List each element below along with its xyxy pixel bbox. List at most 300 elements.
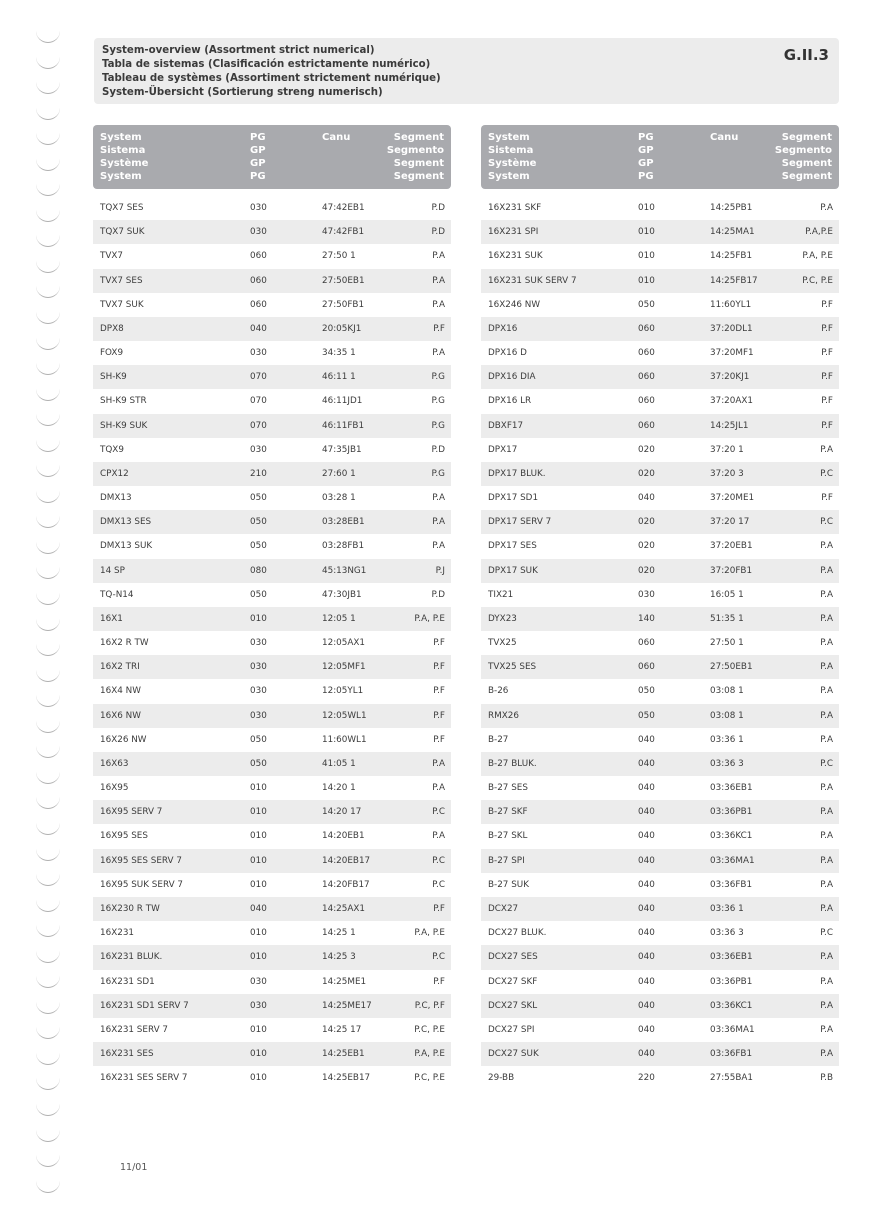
cell-canu: 14:25ME1 [322, 976, 367, 987]
cell-pg: 060 [638, 420, 655, 431]
cell-segment: P.F [821, 493, 833, 504]
cell-system: 16X231 [100, 928, 135, 939]
binder-hole [36, 1180, 60, 1193]
cell-segment: P.G [431, 396, 445, 407]
cell-pg: 010 [638, 251, 655, 262]
cell-segment: P.C [432, 807, 445, 818]
cell-segment: P.A [432, 783, 445, 794]
binder-hole [36, 515, 60, 528]
cell-segment: P.A, P.E [802, 251, 833, 262]
cell-segment: P.D [431, 203, 445, 213]
table-row [481, 196, 839, 220]
cell-system: DPX8 [100, 323, 124, 334]
table-row [93, 438, 451, 462]
cell-segment: P.F [433, 734, 445, 745]
cell-system: TIX21 [488, 589, 514, 600]
cell-segment: P.A [432, 493, 445, 504]
table-row [481, 534, 839, 558]
cell-canu: 03:36MA1 [710, 855, 755, 866]
cell-system: DPX17 [488, 444, 518, 455]
cell-canu: 03:08 1 [710, 710, 744, 721]
cell-system: 16X231 SKF [488, 203, 542, 213]
cell-pg: 010 [250, 928, 267, 939]
cell-canu: 11:60WL1 [322, 734, 367, 745]
cell-segment: P.C [820, 468, 833, 479]
cell-canu: 37:20 3 [710, 468, 744, 479]
page-code: G.II.3 [783, 46, 829, 64]
cell-system: TQX7 SUK [100, 227, 145, 238]
cell-canu: 12:05YL1 [322, 686, 364, 697]
cell-canu: 37:20EB1 [710, 541, 753, 552]
cell-canu: 37:20 17 [710, 517, 750, 528]
cell-segment: P.G [431, 372, 445, 383]
cell-segment: P.A [432, 831, 445, 842]
cell-system: 16X231 BLUK. [100, 952, 163, 963]
cell-canu: 14:20 1 [322, 783, 356, 794]
cell-canu: 51:35 1 [710, 613, 744, 624]
cell-segment: P.A [820, 686, 833, 697]
cell-canu: 37:20AX1 [710, 396, 753, 407]
table-row [93, 824, 451, 848]
cell-segment: P.C, P.F [414, 1000, 445, 1011]
cell-canu: 14:25FB1 [710, 251, 753, 262]
binder-hole [36, 285, 60, 298]
cell-pg: 010 [638, 275, 655, 286]
cell-canu: 45:13NG1 [322, 565, 367, 576]
table-header [93, 125, 451, 189]
table-row [93, 462, 451, 486]
cell-segment: P.C [432, 952, 445, 963]
cell-system: SH-K9 STR [100, 396, 147, 407]
cell-pg: 040 [638, 758, 655, 769]
cell-system: 16X95 SES SERV 7 [100, 855, 182, 866]
binder-hole [36, 439, 60, 452]
cell-system: DCX27 SUK [488, 1049, 539, 1060]
cell-canu: 27:55BA1 [710, 1073, 754, 1084]
cell-canu: 14:25AX1 [322, 903, 365, 914]
cell-segment: P.F [821, 396, 833, 407]
cell-system: 16X231 SPI [488, 227, 539, 238]
cell-pg: 050 [250, 493, 267, 504]
cell-segment: P.A [820, 807, 833, 818]
cell-system: B-27 SPI [488, 855, 525, 866]
cell-system: 16X1 [100, 613, 123, 624]
cell-system: DPX17 SERV 7 [488, 517, 552, 528]
binder-hole [36, 822, 60, 835]
cell-canu: 03:08 1 [710, 686, 744, 697]
cell-canu: 16:05 1 [710, 589, 744, 600]
cell-segment: P.A [820, 1049, 833, 1060]
cell-canu: 47:30JB1 [322, 589, 362, 600]
header-title-es: Tabla de sistemas (Clasificación estrictamente numérico) [102, 59, 431, 70]
cell-segment: P.C [820, 758, 833, 769]
cell-segment: P.C [820, 928, 833, 939]
column-system: System Sistema Système System [100, 132, 149, 182]
table-row [93, 849, 451, 873]
column-canu: Canu [322, 132, 351, 143]
column-canu: Canu [710, 132, 739, 143]
cell-pg: 020 [638, 541, 655, 552]
cell-canu: 37:20 1 [710, 444, 744, 455]
table-row [93, 389, 451, 413]
table-row [481, 655, 839, 679]
table-row [481, 994, 839, 1018]
cell-system: TQX7 SES [100, 203, 144, 213]
cell-segment: P.A [820, 541, 833, 552]
cell-segment: P.G [431, 468, 445, 479]
cell-segment: P.G [431, 420, 445, 431]
cell-system: DCX27 [488, 903, 519, 914]
table-row [93, 317, 451, 341]
binder-hole [36, 81, 60, 94]
binder-hole [36, 132, 60, 145]
cell-canu: 20:05KJ1 [322, 323, 362, 334]
cell-segment: P.A [820, 903, 833, 914]
cell-pg: 050 [250, 734, 267, 745]
cell-pg: 030 [250, 203, 267, 213]
cell-system: 16X95 SUK SERV 7 [100, 879, 183, 890]
binder-hole [36, 362, 60, 375]
binder-hole [36, 158, 60, 171]
cell-pg: 140 [638, 613, 655, 624]
table-row [481, 559, 839, 583]
binder-hole [36, 924, 60, 937]
binder-hole [36, 413, 60, 426]
binder-hole [36, 592, 60, 605]
cell-pg: 050 [250, 541, 267, 552]
cell-system: DMX13 [100, 493, 132, 504]
binder-hole [36, 1154, 60, 1167]
cell-pg: 070 [250, 420, 267, 431]
cell-pg: 010 [250, 807, 267, 818]
cell-canu: 11:60YL1 [710, 299, 752, 310]
table-row [481, 220, 839, 244]
cell-segment: P.A [820, 831, 833, 842]
cell-pg: 040 [250, 903, 267, 914]
cell-segment: P.C, P.E [802, 275, 833, 286]
binder-hole [36, 566, 60, 579]
table-row [93, 655, 451, 679]
cell-system: 16X231 SES SERV 7 [100, 1073, 188, 1084]
table-row [93, 1018, 451, 1042]
cell-segment: P.A [820, 444, 833, 455]
cell-segment: P.A [820, 783, 833, 794]
cell-system: B-27 [488, 734, 509, 745]
header-titles [102, 44, 441, 100]
cell-system: B-27 SKF [488, 807, 528, 818]
cell-system: DPX16 DIA [488, 372, 536, 383]
table-header [481, 125, 839, 189]
cell-canu: 03:36FB1 [710, 879, 753, 890]
binder-hole [36, 388, 60, 401]
cell-segment: P.F [433, 662, 445, 673]
cell-canu: 12:05 1 [322, 613, 356, 624]
cell-pg: 060 [638, 323, 655, 334]
cell-pg: 050 [250, 517, 267, 528]
table-row [93, 897, 451, 921]
cell-system: DCX27 BLUK. [488, 928, 547, 939]
cell-canu: 27:50FB1 [322, 299, 365, 310]
header-title-en: System-overview (Assortment strict numerical) [102, 45, 375, 56]
cell-segment: P.A [820, 710, 833, 721]
cell-system: DYX23 [488, 613, 517, 624]
binder-hole [36, 1103, 60, 1116]
cell-pg: 060 [638, 662, 655, 673]
binder-hole [36, 1001, 60, 1014]
cell-system: TVX7 [100, 251, 124, 262]
cell-canu: 12:05WL1 [322, 710, 367, 721]
cell-canu: 14:25EB1 [322, 1049, 365, 1060]
table-row [481, 824, 839, 848]
table-row [481, 945, 839, 969]
cell-pg: 060 [250, 299, 267, 310]
cell-segment: P.J [435, 565, 445, 576]
table-row [481, 679, 839, 703]
cell-canu: 03:28FB1 [322, 541, 365, 552]
cell-system: 16X95 SES [100, 831, 148, 842]
cell-pg: 010 [638, 203, 655, 213]
cell-pg: 020 [638, 565, 655, 576]
cell-system: 16X63 [100, 758, 129, 769]
cell-segment: P.C, P.E [414, 1024, 445, 1035]
binder-hole [36, 1077, 60, 1090]
cell-system: 16X95 SERV 7 [100, 807, 163, 818]
table-row [93, 534, 451, 558]
cell-segment: P.B [820, 1073, 833, 1084]
binder-hole [36, 541, 60, 554]
binder-hole [36, 107, 60, 120]
cell-segment: P.C [820, 517, 833, 528]
binder-hole [36, 234, 60, 247]
cell-canu: 14:25ME17 [322, 1000, 372, 1011]
cell-segment: P.A [820, 662, 833, 673]
table-row [93, 945, 451, 969]
table-body [481, 196, 839, 1090]
system-table-left [93, 125, 451, 1090]
cell-pg: 040 [638, 807, 655, 818]
cell-pg: 010 [250, 783, 267, 794]
cell-system: FOX9 [100, 348, 124, 359]
table-row [481, 583, 839, 607]
binder-hole [36, 771, 60, 784]
cell-segment: P.D [431, 589, 445, 600]
cell-system: DCX27 SPI [488, 1024, 535, 1035]
cell-segment: P.C [432, 879, 445, 890]
binder-hole [36, 337, 60, 350]
cell-system: 16X2 R TW [100, 638, 149, 649]
cell-pg: 030 [250, 638, 267, 649]
cell-pg: 040 [638, 976, 655, 987]
cell-segment: P.D [431, 227, 445, 238]
cell-pg: 030 [638, 589, 655, 600]
table-row [93, 1042, 451, 1066]
document-header [94, 38, 839, 104]
table-row [481, 752, 839, 776]
cell-pg: 070 [250, 372, 267, 383]
table-row [481, 365, 839, 389]
table-row [481, 849, 839, 873]
table-row [93, 341, 451, 365]
cell-pg: 030 [250, 686, 267, 697]
cell-system: DCX27 SES [488, 952, 538, 963]
cell-pg: 040 [638, 903, 655, 914]
table-row [481, 873, 839, 897]
cell-segment: P.F [821, 323, 833, 334]
cell-pg: 050 [250, 589, 267, 600]
cell-system: B-27 SKL [488, 831, 528, 842]
table-row [481, 462, 839, 486]
cell-system: TVX25 [488, 638, 517, 649]
cell-system: 16X230 R TW [100, 903, 160, 914]
table-row [93, 269, 451, 293]
cell-system: DCX27 SKL [488, 1000, 538, 1011]
cell-system: DPX16 LR [488, 396, 532, 407]
cell-segment: P.A [432, 275, 445, 286]
cell-canu: 14:25 17 [322, 1024, 362, 1035]
cell-segment: P.A [432, 541, 445, 552]
cell-pg: 010 [250, 1024, 267, 1035]
cell-pg: 050 [638, 299, 655, 310]
cell-system: 16X231 SD1 SERV 7 [100, 1000, 189, 1011]
binder-holes [36, 30, 62, 1205]
cell-pg: 010 [250, 952, 267, 963]
cell-canu: 37:20ME1 [710, 493, 755, 504]
cell-system: DPX17 SUK [488, 565, 538, 576]
column-pg: PG GP GP PG [250, 132, 266, 182]
cell-pg: 030 [250, 1000, 267, 1011]
cell-pg: 060 [638, 396, 655, 407]
table-row [481, 269, 839, 293]
binder-hole [36, 464, 60, 477]
cell-system: DCX27 SKF [488, 976, 538, 987]
cell-segment: P.C [432, 855, 445, 866]
cell-canu: 03:36 1 [710, 903, 744, 914]
table-row [93, 752, 451, 776]
cell-canu: 12:05MF1 [322, 662, 366, 673]
cell-canu: 14:25 1 [322, 928, 356, 939]
cell-segment: P.A, P.E [414, 1049, 445, 1060]
table-row [481, 897, 839, 921]
binder-hole [36, 1026, 60, 1039]
cell-canu: 46:11JD1 [322, 396, 363, 407]
cell-segment: P.A [820, 565, 833, 576]
cell-system: B-27 SUK [488, 879, 529, 890]
cell-canu: 14:25 3 [322, 952, 356, 963]
cell-system: 29-BB [488, 1073, 515, 1084]
binder-hole [36, 209, 60, 222]
cell-segment: P.A [820, 589, 833, 600]
table-row [481, 607, 839, 631]
table-row [93, 800, 451, 824]
column-system: System Sistema Système System [488, 132, 537, 182]
cell-canu: 14:25FB17 [710, 275, 758, 286]
cell-system: B-27 BLUK. [488, 758, 537, 769]
cell-system: 16X95 [100, 783, 129, 794]
binder-hole [36, 56, 60, 69]
cell-pg: 050 [638, 710, 655, 721]
cell-segment: P.F [433, 638, 445, 649]
cell-canu: 14:20 17 [322, 807, 362, 818]
cell-canu: 14:20EB17 [322, 855, 371, 866]
cell-canu: 03:36PB1 [710, 976, 753, 987]
cell-segment: P.A [432, 251, 445, 262]
cell-pg: 030 [250, 976, 267, 987]
cell-canu: 34:35 1 [322, 348, 356, 359]
cell-pg: 040 [638, 1049, 655, 1060]
cell-system: DPX16 D [488, 348, 527, 359]
cell-segment: P.A,P.E [805, 227, 833, 238]
cell-pg: 040 [638, 783, 655, 794]
cell-segment: P.A [820, 638, 833, 649]
cell-segment: P.A [820, 734, 833, 745]
cell-pg: 020 [638, 468, 655, 479]
cell-pg: 010 [250, 855, 267, 866]
cell-pg: 010 [250, 1049, 267, 1060]
binder-hole [36, 720, 60, 733]
cell-pg: 210 [250, 468, 267, 479]
table-row [481, 921, 839, 945]
table-row [481, 970, 839, 994]
cell-system: DMX13 SUK [100, 541, 153, 552]
cell-pg: 040 [638, 493, 655, 504]
table-row [93, 244, 451, 268]
cell-system: 16X6 NW [100, 710, 141, 721]
table-row [481, 1018, 839, 1042]
table-row [481, 728, 839, 752]
cell-segment: P.A [432, 348, 445, 359]
cell-system: B-26 [488, 686, 509, 697]
table-row [481, 510, 839, 534]
cell-canu: 03:36PB1 [710, 807, 753, 818]
cell-pg: 020 [638, 517, 655, 528]
cell-canu: 03:36EB1 [710, 783, 753, 794]
binder-hole [36, 848, 60, 861]
cell-segment: P.A [432, 758, 445, 769]
binder-hole [36, 311, 60, 324]
cell-segment: P.F [433, 686, 445, 697]
binder-hole [36, 618, 60, 631]
table-row [481, 800, 839, 824]
binder-hole [36, 694, 60, 707]
cell-segment: P.A [820, 1024, 833, 1035]
cell-canu: 14:20FB17 [322, 879, 370, 890]
cell-canu: 27:50EB1 [322, 275, 365, 286]
cell-canu: 14:25JL1 [710, 420, 749, 431]
cell-canu: 12:05AX1 [322, 638, 365, 649]
cell-segment: P.A [820, 855, 833, 866]
cell-canu: 27:50EB1 [710, 662, 753, 673]
cell-canu: 46:11FB1 [322, 420, 365, 431]
cell-system: 16X2 TRI [100, 662, 140, 673]
binder-hole [36, 643, 60, 656]
cell-pg: 040 [638, 855, 655, 866]
cell-pg: 010 [250, 1073, 267, 1084]
cell-pg: 040 [638, 734, 655, 745]
table-row [481, 631, 839, 655]
cell-segment: P.F [821, 420, 833, 431]
cell-segment: P.A [820, 952, 833, 963]
cell-pg: 010 [638, 227, 655, 238]
table-row [93, 486, 451, 510]
cell-system: 16X231 SD1 [100, 976, 155, 987]
cell-pg: 080 [250, 565, 267, 576]
cell-system: 16X246 NW [488, 299, 541, 310]
cell-pg: 010 [250, 831, 267, 842]
cell-pg: 040 [250, 323, 267, 334]
cell-segment: P.A [820, 879, 833, 890]
cell-canu: 03:28 1 [322, 493, 356, 504]
cell-canu: 03:36EB1 [710, 952, 753, 963]
